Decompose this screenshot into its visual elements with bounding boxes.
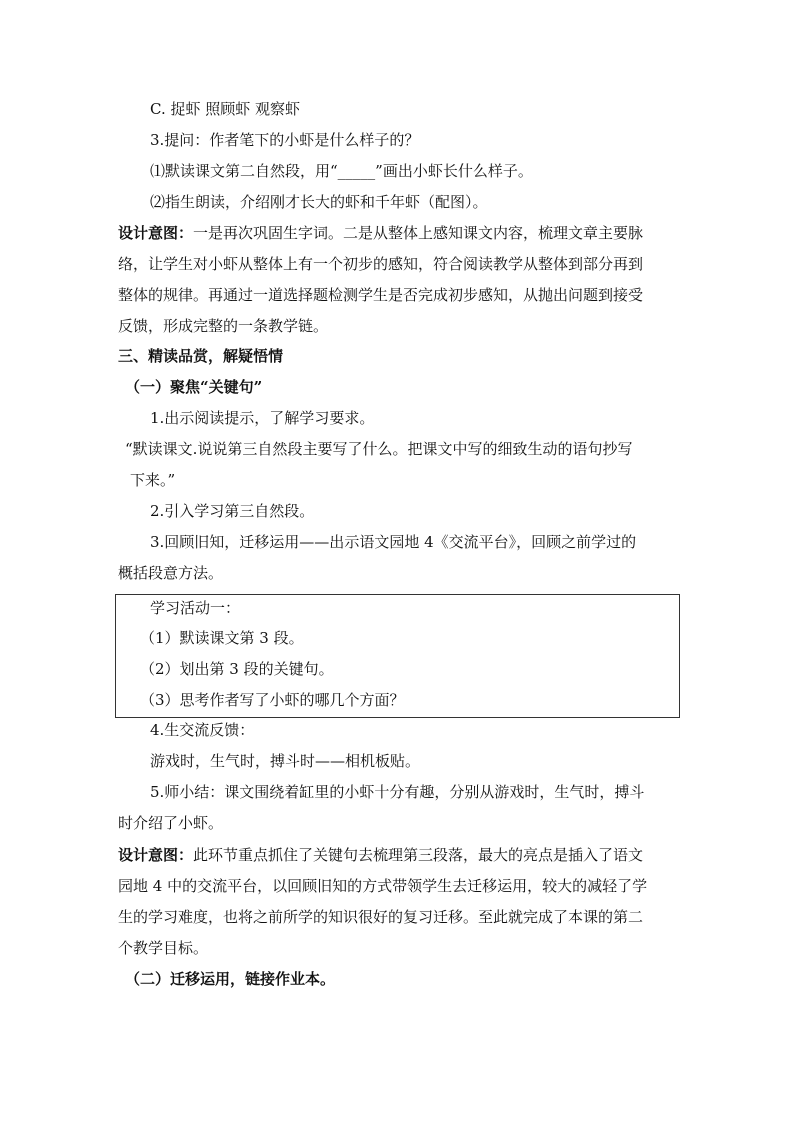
item-5: 5.师小结：课文围绕着缸里的小虾十分有趣，分别从游戏时，生气时，搏斗	[150, 783, 645, 801]
design-intent-label: 设计意图：	[118, 224, 194, 242]
design-intent-2	[118, 845, 643, 865]
activity-item-2: （2）划出第 3 段的关键句。	[140, 660, 334, 678]
paragraph-line: 整体的规律。再通过一道选择题检测学生是否完成初步感知，从抛出问题到接受	[118, 286, 644, 304]
item-1: 1.出示阅读提示，了解学习要求。	[150, 409, 375, 427]
activity-item-1: （1）默读课文第 3 段。	[140, 629, 304, 647]
paragraph-line: 络，让学生对小虾从整体上有一个初步的感知，符合阅读教学从整体到部分再到	[118, 255, 644, 273]
design-intent-text: 一是再次巩固生字词。二是从整体上感知课文内容，梳理文章主要脉	[193, 224, 644, 242]
subsection-heading-1: （一）聚焦“关键句”	[125, 378, 263, 396]
subsection-heading-2: （二）迁移运用，链接作业本。	[125, 970, 336, 988]
design-intent-label: 设计意图：	[118, 846, 194, 864]
item-5-cont: 时介绍了小虾。	[118, 814, 224, 832]
option-c-line: C. 捉虾 照顾虾 观察虾	[150, 100, 301, 118]
item-3: 3.回顾旧知，迁移运用——出示语文园地 4《交流平台》，回顾之前学过的	[150, 533, 637, 551]
paragraph-line: 生的学习难度，也将之前所学的知识很好的复习迁移。至此就完成了本课的第二	[118, 908, 644, 926]
activity-item-3: （3）思考作者写了小虾的哪几个方面？	[140, 691, 405, 709]
section-heading-3: 三、精读品赏，解疑悟情	[118, 347, 284, 365]
item-4-answer: 游戏时，生气时，搏斗时——相机板贴。	[150, 752, 421, 770]
reading-prompt: “默读课文.说说第三自然段主要写了什么。把课文中写的细致生动的语句抄写	[125, 440, 633, 458]
paragraph-line: 园地 4 中的交流平台，以回顾旧知的方式带领学生去迁移运用，较大的减轻了学	[118, 877, 648, 895]
item-4: 4.生交流反馈：	[150, 721, 255, 739]
step-2: ⑵指生朗读，介绍刚才长大的虾和千年虾（配图）。	[150, 193, 488, 211]
reading-prompt-cont: 下来。”	[130, 471, 176, 489]
question-3: 3.提问：作者笔下的小虾是什么样子的？	[150, 131, 420, 149]
item-2: 2.引入学习第三自然段。	[150, 502, 315, 520]
design-intent-text: 此环节重点抓住了关键句去梳理第三段落，最大的亮点是插入了语文	[193, 846, 644, 864]
step-1: ⑴默读课文第二自然段，用“_____”画出小虾长什么样子。	[150, 162, 533, 180]
item-3-cont: 概括段意方法。	[118, 564, 224, 582]
paragraph-line: 反馈，形成完整的一条教学链。	[118, 317, 329, 335]
design-intent-1	[118, 223, 643, 243]
activity-title: 学习活动一：	[150, 599, 241, 617]
paragraph-line: 个教学目标。	[118, 939, 209, 957]
